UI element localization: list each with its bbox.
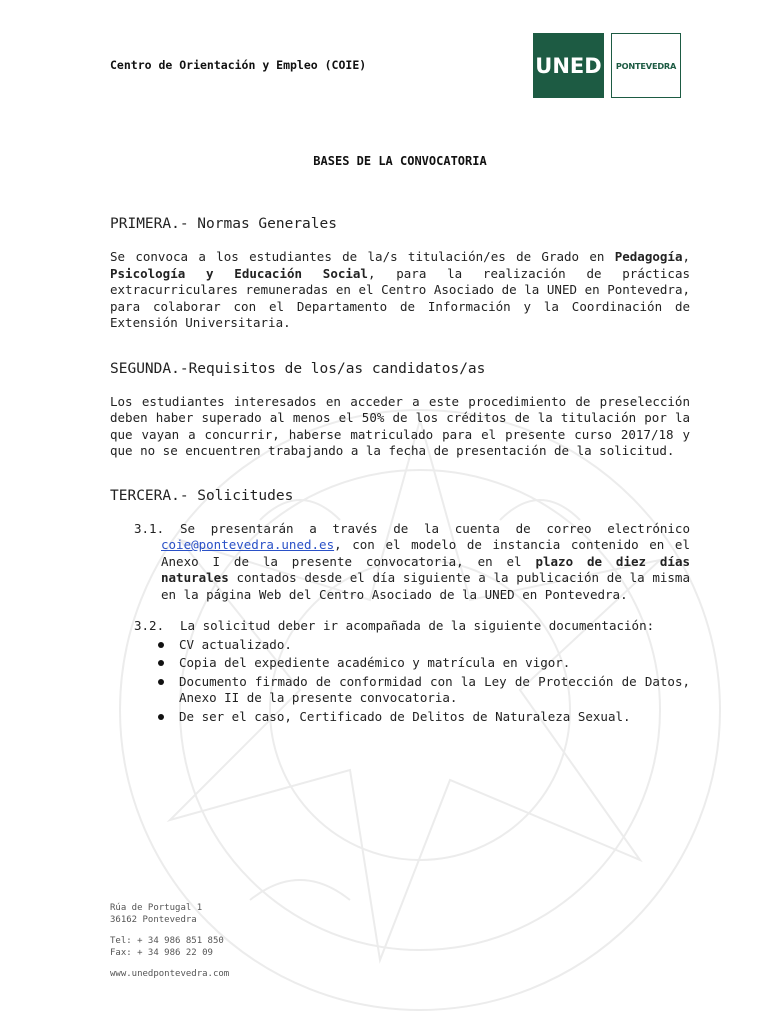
footer-address-line1: Rúa de Portugal 1 xyxy=(110,903,203,913)
segunda-paragraph: Los estudiantes interesados en acceder a este procedimiento de preselección deben haber superado al menos el 50% de los créditos de la titulación por la que vayan a concurrir, haberse matriculado para el presente curso 2017/18 y que no se encuentren trabajando a la fecha de presentación de la solicitud. xyxy=(110,393,690,458)
primera-paragraph xyxy=(110,249,690,332)
item-3-1-number: 3.1. xyxy=(134,520,165,536)
section-tercera xyxy=(110,486,690,726)
primera-bold-pedagogia: Pedagogía xyxy=(614,249,683,264)
documentation-list xyxy=(110,637,690,726)
primera-text-after: , para la realización de prácticas extracurriculares remuneradas en el Centro Asociado de la UNED en Pontevedra, para colaborar con el Departamento de Información y la Coordinación de Extensión Universitaria. xyxy=(110,265,690,330)
uned-pontevedra-logo xyxy=(533,33,681,98)
uned-logo-box: UNED xyxy=(533,33,604,98)
pontevedra-logo-box: PONTEVEDRA xyxy=(611,33,681,98)
item-3-1-text-b: , con el modelo de instancia contenido en el Anexo I de la presente convocatoria, en el xyxy=(161,537,690,569)
section-segunda xyxy=(110,359,690,460)
tercera-heading: TERCERA.- Solicitudes xyxy=(110,487,294,504)
section-primera xyxy=(110,214,690,332)
item-3-1 xyxy=(110,521,690,604)
primera-heading: PRIMERA.- Normas Generales xyxy=(110,216,337,232)
list-item: De ser el caso, Certificado de Delitos de Naturaleza Sexual. xyxy=(179,709,690,726)
item-3-1-text-a: Se presentarán a través de la cuenta de correo electrónico xyxy=(180,520,690,536)
primera-text-before: Se convoca a los estudiantes de la/s titulación/es de Grado en xyxy=(110,249,615,264)
footer-tel: Tel: + 34 986 851 850 xyxy=(110,936,224,946)
item-3-2 xyxy=(110,618,690,635)
footer-fax: Fax: + 34 986 22 09 xyxy=(110,948,213,958)
document-body xyxy=(110,214,690,727)
item-3-2-text: La solicitud deber ir acompañada de la siguiente documentación: xyxy=(180,618,655,633)
list-item: Documento firmado de conformidad con la Ley de Protección de Datos, Anexo II de la presente convocatoria. xyxy=(179,673,690,705)
footer-address-line2: 36162 Pontevedra xyxy=(110,915,197,925)
list-item: CV actualizado. xyxy=(179,637,690,654)
primera-separator: , xyxy=(682,249,690,264)
item-3-2-number: 3.2. xyxy=(134,618,165,633)
item-3-1-bold: plazo de diez días naturales xyxy=(161,553,690,585)
footer-contact xyxy=(110,902,229,980)
footer-website[interactable]: www.unedpontevedra.com xyxy=(110,969,230,979)
segunda-heading: SEGUNDA.-Requisitos de los/as candidatos/as xyxy=(110,360,486,377)
center-name: Centro de Orientación y Empleo (COIE) xyxy=(110,58,367,72)
primera-bold-psicologia: Psicología y Educación Social xyxy=(110,265,368,281)
email-link[interactable]: coie@pontevedra.uned.es xyxy=(161,537,335,552)
item-3-1-text-c: contados desde el día siguiente a la publicación de la misma en la página Web del Centro Asociado de la UNED en Pontevedra. xyxy=(161,570,690,602)
list-item: Copia del expediente académico y matrícula en vigor. xyxy=(179,655,690,672)
document-title: BASES DE LA CONVOCATORIA xyxy=(313,154,487,168)
